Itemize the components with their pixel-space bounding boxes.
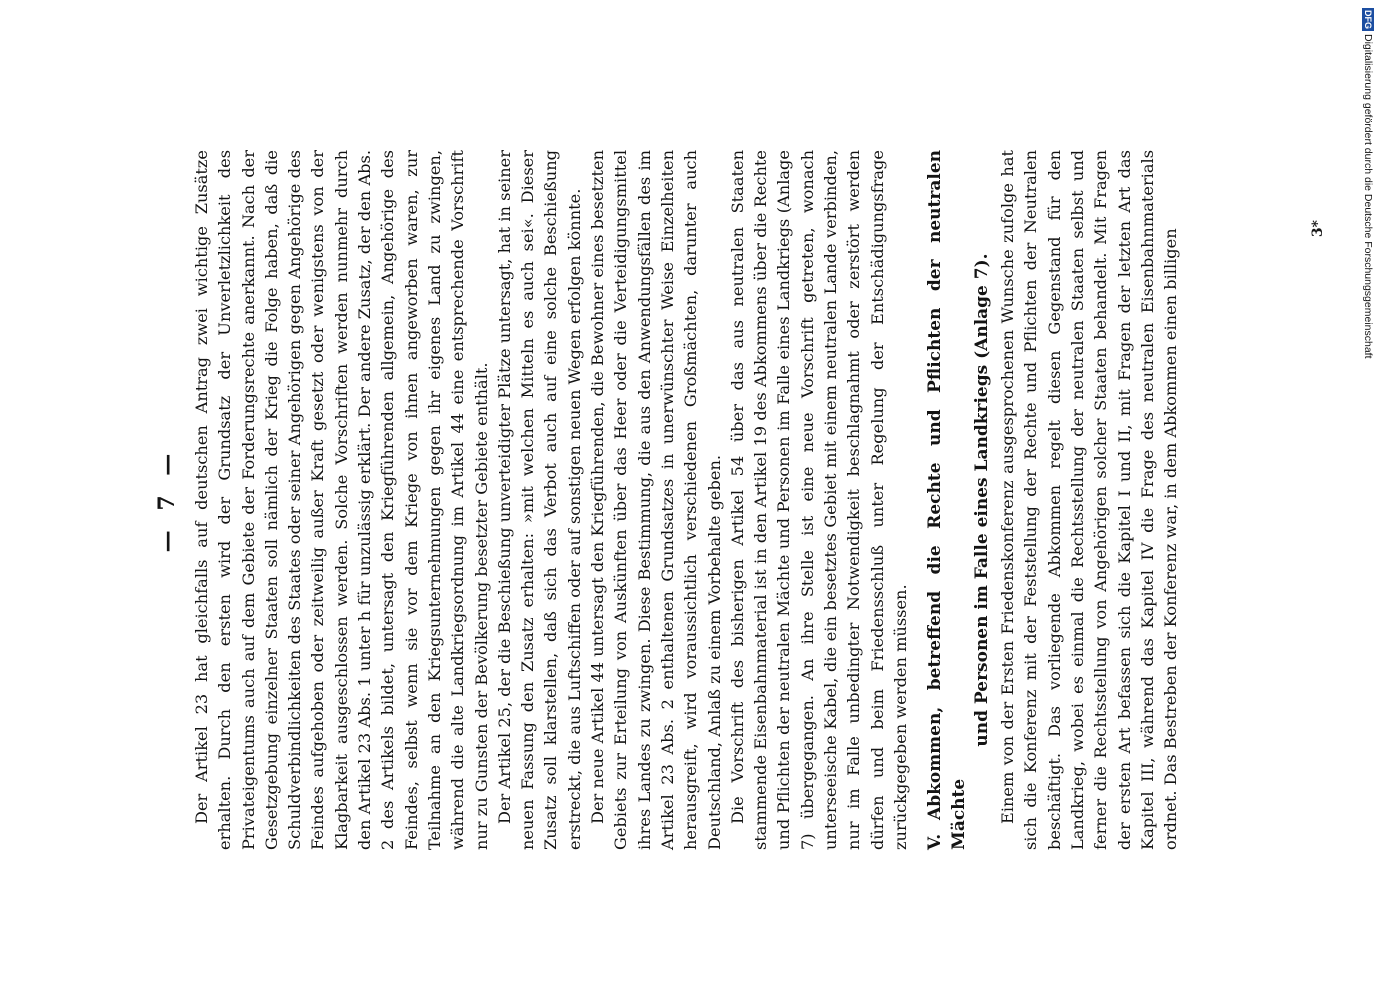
paragraph-article-54: Die Vorschrift des bisherigen Artikel 54 über das aus neutralen Staaten stammende Eisenbahnmaterial ist in den Artikel 19 des Abkommens über die Rechte und Pflichten der neutralen Mächte und Personen im Falle eines Landkriegs (Anlage 7) übergegangen. An ihre Stelle ist eine neue Vorschrift getreten, wonach unterseeische Kabel, die ein besetztes Gebiet mit einem neutralen Lande verbinden, nur im Falle unbedingter Notwendigkeit beschlagnahmt oder zerstört werden dürfen und beim Friedensschluß unter Regelung der Entschädigungsfrage zurückgegeben werden müssen. (727, 150, 910, 850)
credit-text: Digitalisierung gefördert durch die Deutsche Forschungsgemeinschaft (1362, 34, 1374, 359)
page-number-header: — 7 — (154, 447, 180, 553)
section-number: V. (925, 833, 946, 850)
credit-text-line (1361, 8, 1375, 393)
paragraph-article-25: Der Artikel 25, der die Beschießung unverteidigter Plätze untersagt, hat in seiner neuen Fassung den Zusatz erhalten: »mit welchen Mitteln es auch sei«. Dieser Zusatz soll klarstellen, daß sich das Verbot auch auf eine solche Beschießung erstreckt, die aus Luftschiffen oder auf sonstigen neuen Wegen erfolgen könnte. (494, 150, 584, 850)
paragraph-section-v: Einem von der Ersten Friedenskonferenz ausgesprochenen Wunsche zufolge hat sich die Konferenz mit der Feststellung der Rechte und Pflichten der Neutralen beschäftigt. Das vorliegende Abkommen regelt diesen Gegenstand für den Landkrieg, wobei es einmal die Rechtsstellung der neutralen Staaten selbst und ferner die Rechtsstellung von Angehörigen solcher Staaten behandelt. Mit Fragen der ersten Art befassen sich die Kapitel I und II, mit Fragen der letzten Art das Kapitel III, während das Kapitel IV die Frage des neutralen Eisenbahnmaterials ordnet. Das Bestreben der Konferenz war, in dem Abkommen einen billigen (998, 150, 1181, 850)
paragraph-article-23: Der Artikel 23 hat gleichfalls auf deutschen Antrag zwei wichtige Zusätze erhalten. Durch den ersten wird der Grundsatz der Unverletzlichkeit des Privateigentums auch auf dem Gebiete der Forderungsrechte anerkannt. Nach der Gesetzgebung einzelner Staaten soll nämlich der Krieg die Folge haben, daß die Schuldverbindlichkeiten des Staates oder seiner Angehörigen gegen Angehörige des Feindes aufgehoben oder zeitweilig außer Kraft gesetzt oder wenigstens von der Klagbarkeit ausgeschlossen werden. Solche Vorschriften werden nunmehr durch den Artikel 23 Abs. 1 unter h für unzulässig erklärt. Der andere Zusatz, der den Abs. 2 des Artikels bildet, untersagt den Kriegführenden allgemein, Angehörige des Feindes, selbst wenn sie vor dem Kriege von ihnen angeworben waren, zur Teilnahme an den Kriegsunternehmungen gegen ihr eigenes Land zu zwingen, während die alte Landkriegsordnung im Artikel 44 eine entsprechende Vorschrift nur zu Gunsten der Bevölkerung besetzter Gebiete enthält. (192, 150, 491, 850)
section-title-line1: Abkommen, betreffend die Rechte und Pflichten der neutralen Mächte (925, 150, 969, 850)
section-heading (924, 150, 994, 850)
digitization-credit (1361, 8, 1375, 393)
document-body (190, 150, 1182, 850)
rotated-document-page (150, 150, 1326, 850)
section-title-line2: und Personen im Falle eines Landkriegs (Anlage 7). (971, 253, 992, 747)
dfg-logo: DFG (1363, 10, 1373, 29)
printer-signature-mark: 3* (1310, 220, 1326, 238)
paragraph-article-44: Der neue Artikel 44 untersagt den Kriegführenden, die Bewohner eines besetzten Gebiets zur Erteilung von Auskünften über das Heer oder die Verteidigungsmittel ihres Landes zu zwingen. Diese Bestimmung, die aus den Anwendungsfällen des im Artikel 23 Abs. 2 enthaltenen Grundsatzes in unerwünschter Weise Einzelheiten herausgreift, wird voraussichtlich verschiedenen Großmächten, darunter auch Deutschland, Anlaß zu einem Vorbehalte geben. (588, 150, 724, 850)
